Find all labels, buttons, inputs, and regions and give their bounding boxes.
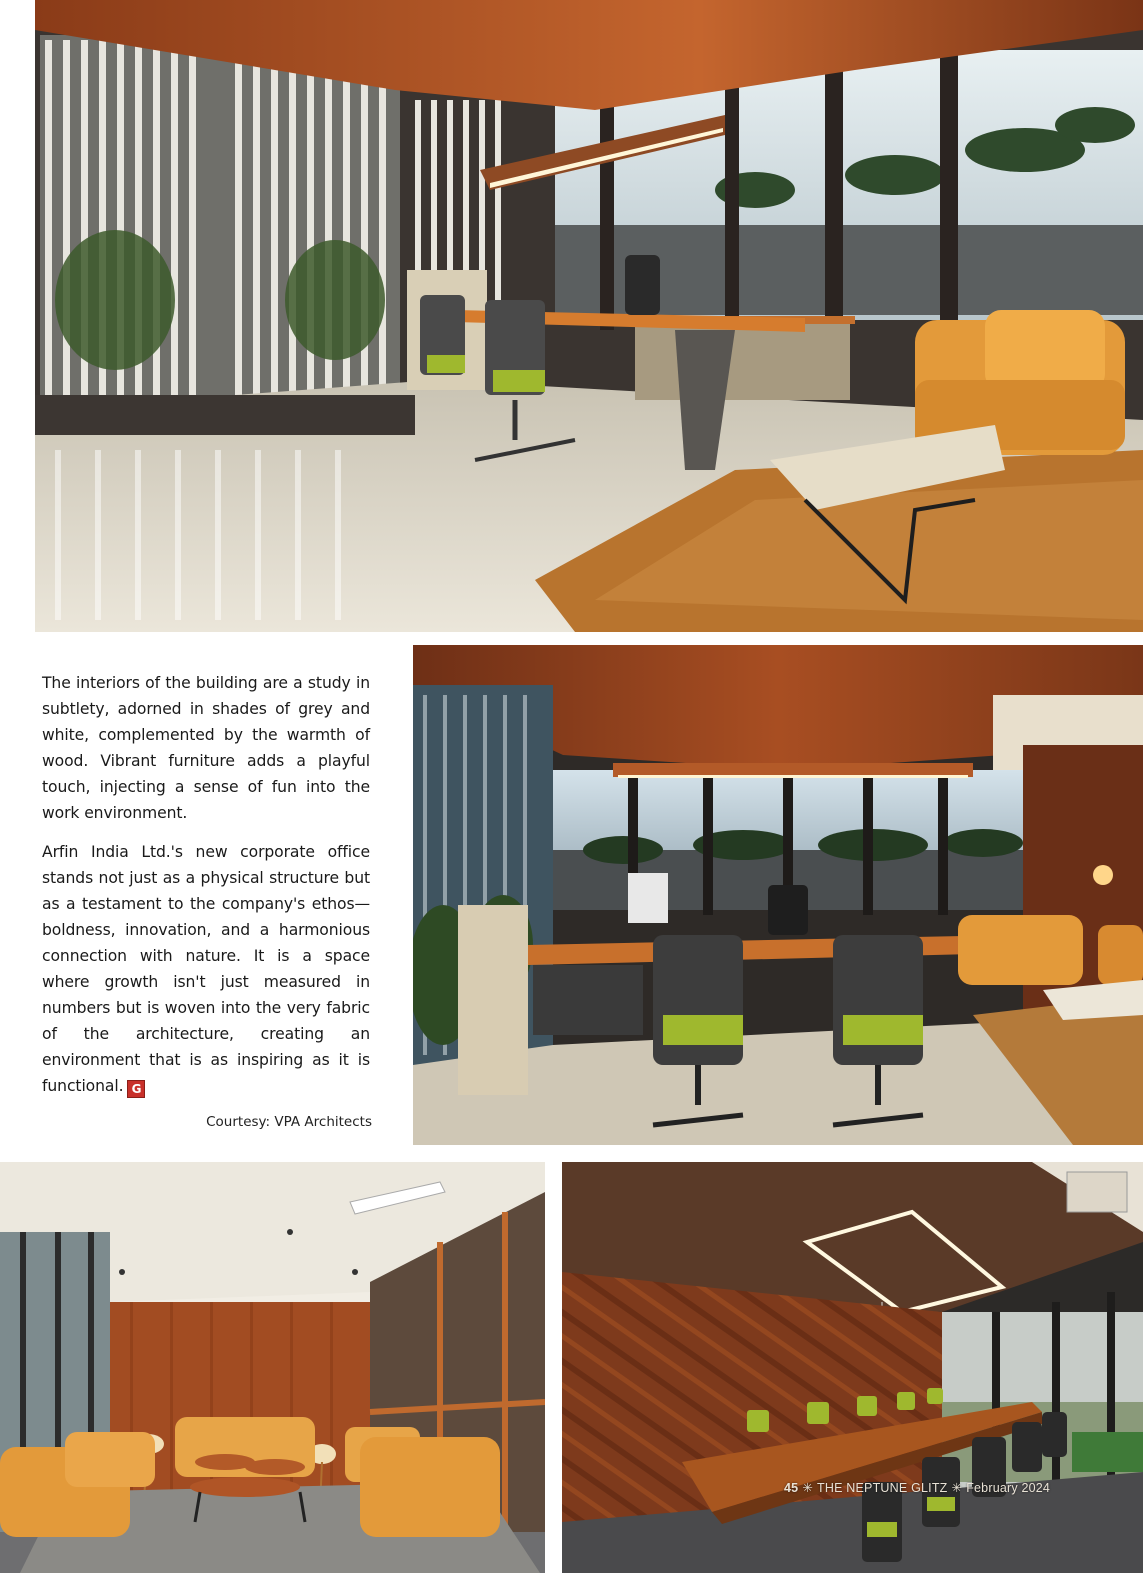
photo-lounge (0, 1162, 545, 1573)
photo-credit: Courtesy: VPA Architects (206, 1114, 372, 1130)
issue-date: February 2024 (966, 1481, 1051, 1495)
article-paragraph-1: The interiors of the building are a study in subtlety, adorned in shades of grey and white, complemented by the warmth of wood. Vibrant furniture adds a playful touch, injecting a sense of fun into the work environment. (42, 674, 370, 822)
photo-boardroom (562, 1162, 1143, 1573)
footer-separator-icon: ✳ (802, 1481, 813, 1495)
photo-cabin-office (35, 0, 1143, 632)
magazine-name: THE NEPTUNE GLITZ (817, 1481, 948, 1495)
page-number: 45 (784, 1481, 799, 1495)
end-mark-icon: G (127, 1080, 145, 1098)
footer-separator-icon: ✳ (951, 1481, 963, 1495)
page-footer (784, 1480, 1050, 1495)
article-text (42, 670, 370, 1112)
article-paragraph-2-text: Arfin India Ltd.'s new corporate office stands not just as a physical structure but as a testament to the company's ethos—boldness, innovation, and a harmonious connection with nature. It is a space where growth isn't just measured in numbers but is woven into the very fabric of the architecture, creating an environment that is as inspiring as it is functional. (42, 843, 370, 1095)
article-paragraph-2 (42, 839, 370, 1099)
photo-office-desk (413, 645, 1143, 1145)
